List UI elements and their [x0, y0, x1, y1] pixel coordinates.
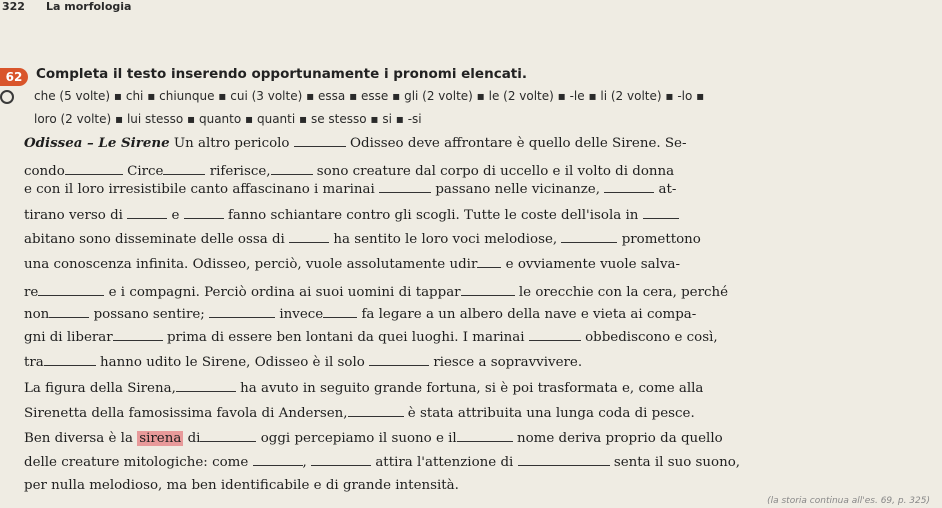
blank[interactable] — [184, 206, 224, 219]
blank[interactable] — [163, 162, 205, 175]
word-list-line-2: loro (2 volte) ▪ lui stesso ▪ quanto ▪ quanti ▪ se stesso ▪ si ▪ -si — [34, 112, 422, 126]
continuation-note: (la storia continua all'es. 69, p. 325) — [767, 496, 930, 506]
text-line-5: abitano sono disseminate delle ossa di ha sentito le loro voci melodiose, promettono — [24, 232, 701, 247]
blank[interactable] — [379, 180, 431, 193]
blank[interactable] — [49, 305, 89, 318]
blank[interactable] — [289, 230, 329, 243]
text-line-1: Odissea – Le Sirene Un altro pericolo Odisseo deve affrontare è quello delle Sirene. Se- — [24, 135, 687, 151]
blank[interactable] — [38, 283, 104, 296]
blank[interactable] — [518, 453, 610, 466]
text-line-14: delle creature mitologiche: come , attira l'attenzione di senta il suo suono, — [24, 455, 741, 470]
text-line-9: gni di liberar prima di essere ben lontani da quei luoghi. I marinai obbediscono e così, — [24, 330, 718, 345]
text-line-8: non possano sentire; invece fa legare a un albero della nave e vieta ai compa- — [24, 307, 697, 322]
text-line-6: una conoscenza infinita. Odisseo, perciò, vuole assolutamente udir e ovviamente vuole salva- — [24, 257, 681, 272]
blank[interactable] — [323, 305, 357, 318]
exercise-instruction: Completa il testo inserendo opportunamente i pronomi elencati. — [36, 66, 528, 82]
exercise-number-badge: 62 — [0, 68, 28, 86]
blank[interactable] — [348, 404, 404, 417]
highlighted-word: sirena — [139, 431, 182, 446]
text-line-11: La figura della Sirena, ha avuto in seguito grande fortuna, si è poi trasformata e, come alla — [24, 381, 704, 396]
blank[interactable] — [253, 453, 303, 466]
page-number: 322 — [2, 0, 25, 13]
exercise-marker-icon — [0, 90, 14, 104]
blank[interactable] — [561, 230, 617, 243]
blank[interactable] — [529, 328, 581, 341]
blank[interactable] — [477, 255, 501, 268]
chapter-title: La morfologia — [46, 0, 132, 13]
page-header — [0, 0, 942, 14]
blank[interactable] — [113, 328, 163, 341]
text-line-2: condo Circe riferisce, sono creature dal corpo di uccello e il volto di donna — [24, 164, 675, 179]
text-line-13: Ben diversa è la sirena di oggi percepiamo il suono e il nome deriva proprio da quello — [24, 431, 723, 446]
blank[interactable] — [604, 180, 654, 193]
blank[interactable] — [457, 429, 513, 442]
text-line-7: re e i compagni. Perciò ordina ai suoi uomini di tappar le orecchie con la cera, perché — [24, 285, 729, 300]
blank[interactable] — [271, 162, 313, 175]
text-line-4: tirano verso di e fanno schiantare contro gli scogli. Tutte le coste dell'isola in — [24, 206, 924, 225]
blank[interactable] — [65, 162, 123, 175]
text-line-12: Sirenetta della famosissima favola di Andersen, è stata attribuita una lunga coda di pesce. — [24, 406, 695, 421]
blank[interactable] — [311, 453, 371, 466]
blank[interactable] — [369, 353, 429, 366]
blank[interactable] — [127, 206, 167, 219]
blank[interactable] — [176, 379, 236, 392]
word-list-line-1: che (5 volte) ▪ chi ▪ chiunque ▪ cui (3 volte) ▪ essa ▪ esse ▪ gli (2 volte) ▪ le (2 volte) ▪ -le ▪ li (2 volte) ▪ -lo ▪ — [34, 89, 705, 103]
blank[interactable] — [461, 283, 515, 296]
text-line-15: per nulla melodioso, ma ben identificabile e di grande intensità. — [24, 478, 459, 493]
blank[interactable] — [200, 429, 256, 442]
text-line-10: tra hanno udito le Sirene, Odisseo è il solo riesce a sopravvivere. — [24, 355, 583, 370]
blank[interactable] — [44, 353, 96, 366]
blank[interactable] — [643, 206, 679, 219]
text-line-3: e con il loro irresistibile canto affascinano i marinai passano nelle vicinanze, at- — [24, 182, 677, 197]
text-title: Odissea – Le Sirene — [24, 135, 170, 151]
blank[interactable] — [294, 134, 346, 147]
blank[interactable] — [209, 305, 275, 318]
